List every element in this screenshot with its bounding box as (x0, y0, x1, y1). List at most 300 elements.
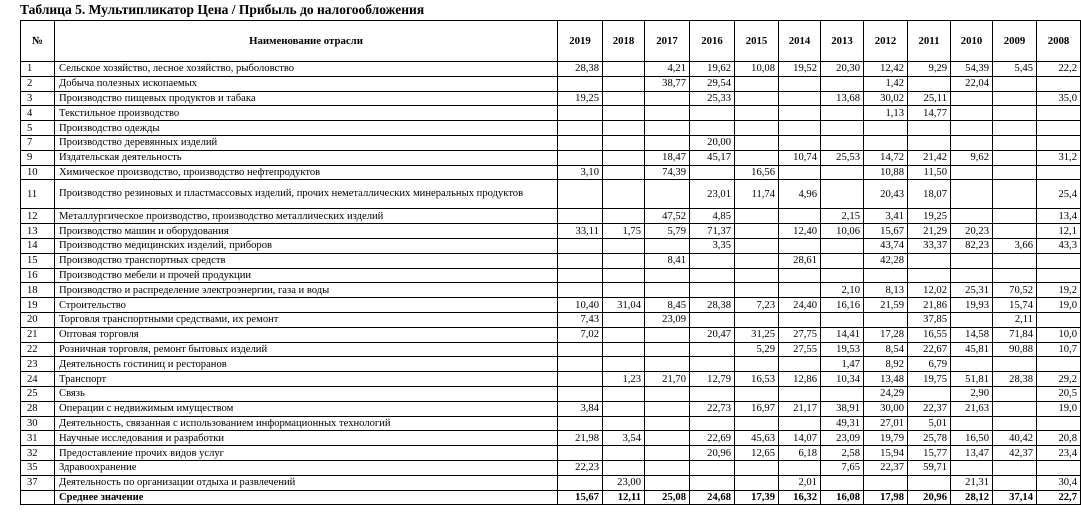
value-cell (558, 135, 603, 150)
value-cell (951, 121, 993, 136)
table-row (21, 209, 1081, 224)
value-cell: 2,90 (951, 386, 993, 401)
value-cell (690, 106, 735, 121)
value-cell (951, 312, 993, 327)
value-cell (993, 253, 1037, 268)
pe-multiplier-table (20, 20, 1081, 505)
value-cell: 24,29 (864, 386, 908, 401)
row-number: 1 (21, 62, 55, 77)
value-cell (603, 416, 645, 431)
value-cell (603, 327, 645, 342)
row-number: 23 (21, 357, 55, 372)
industry-name: Деятельность гостиниц и ресторанов (55, 357, 558, 372)
table-row (21, 342, 1081, 357)
table-row (21, 180, 1081, 209)
value-cell: 42,28 (864, 253, 908, 268)
table-row (21, 372, 1081, 387)
value-cell (735, 283, 779, 298)
value-cell (690, 416, 735, 431)
value-cell: 1,47 (821, 357, 864, 372)
value-cell: 19,79 (864, 431, 908, 446)
value-cell (558, 253, 603, 268)
value-cell: 15,94 (864, 446, 908, 461)
industry-name: Издательская деятельность (55, 150, 558, 165)
value-cell (690, 386, 735, 401)
row-number: 7 (21, 135, 55, 150)
value-cell (821, 165, 864, 180)
value-cell (821, 238, 864, 253)
value-cell: 20,8 (1037, 431, 1081, 446)
value-cell: 33,37 (908, 238, 951, 253)
value-cell (735, 106, 779, 121)
value-cell: 13,48 (864, 372, 908, 387)
value-cell: 19,53 (821, 342, 864, 357)
value-cell (779, 268, 821, 283)
value-cell (779, 135, 821, 150)
value-cell: 27,01 (864, 416, 908, 431)
value-cell: 22,69 (690, 431, 735, 446)
value-cell: 16,55 (908, 327, 951, 342)
value-cell: 15,67 (864, 224, 908, 239)
value-cell (645, 431, 690, 446)
average-value-cell: 16,08 (821, 490, 864, 505)
value-cell (993, 76, 1037, 91)
value-cell (558, 283, 603, 298)
value-cell (993, 357, 1037, 372)
value-cell (603, 91, 645, 106)
value-cell: 59,71 (908, 460, 951, 475)
value-cell (779, 76, 821, 91)
value-cell (735, 76, 779, 91)
value-cell (690, 253, 735, 268)
value-cell: 38,77 (645, 76, 690, 91)
value-cell: 82,23 (951, 238, 993, 253)
value-cell (735, 268, 779, 283)
col-header-2012: 2012 (864, 21, 908, 62)
value-cell (603, 268, 645, 283)
value-cell (735, 121, 779, 136)
value-cell: 10,7 (1037, 342, 1081, 357)
value-cell: 21,59 (864, 298, 908, 313)
value-cell: 20,43 (864, 180, 908, 209)
value-cell (821, 106, 864, 121)
value-cell (558, 268, 603, 283)
value-cell: 18,07 (908, 180, 951, 209)
value-cell (603, 253, 645, 268)
value-cell: 74,39 (645, 165, 690, 180)
value-cell: 10,08 (735, 62, 779, 77)
value-cell (558, 106, 603, 121)
value-cell: 22,2 (1037, 62, 1081, 77)
value-cell (864, 475, 908, 490)
col-header-2010: 2010 (951, 21, 993, 62)
value-cell (779, 238, 821, 253)
value-cell: 25,31 (951, 283, 993, 298)
value-cell (690, 312, 735, 327)
value-cell: 31,04 (603, 298, 645, 313)
industry-name: Металлургическое производство, производство металлических изделий (55, 209, 558, 224)
value-cell: 6,18 (779, 446, 821, 461)
value-cell: 19,75 (908, 372, 951, 387)
value-cell: 30,02 (864, 91, 908, 106)
value-cell: 5,01 (908, 416, 951, 431)
value-cell: 16,50 (951, 431, 993, 446)
industry-name: Предоставление прочих видов услуг (55, 446, 558, 461)
value-cell: 1,75 (603, 224, 645, 239)
value-cell: 24,40 (779, 298, 821, 313)
value-cell: 45,81 (951, 342, 993, 357)
value-cell (779, 357, 821, 372)
table-row (21, 298, 1081, 313)
value-cell (951, 91, 993, 106)
value-cell: 20,5 (1037, 386, 1081, 401)
value-cell: 27,55 (779, 342, 821, 357)
value-cell: 12,42 (864, 62, 908, 77)
row-number: 15 (21, 253, 55, 268)
value-cell (779, 416, 821, 431)
industry-name: Производство транспортных средств (55, 253, 558, 268)
value-cell: 20,23 (951, 224, 993, 239)
row-number: 18 (21, 283, 55, 298)
value-cell (690, 475, 735, 490)
value-cell: 6,79 (908, 357, 951, 372)
value-cell: 20,96 (690, 446, 735, 461)
value-cell (645, 401, 690, 416)
industry-name: Производство мебели и прочей продукции (55, 268, 558, 283)
average-value-cell: 15,67 (558, 490, 603, 505)
value-cell (735, 91, 779, 106)
table-title: Таблица 5. Мультипликатор Цена / Прибыль до налогообложения (20, 2, 425, 17)
value-cell (603, 209, 645, 224)
value-cell: 3,41 (864, 209, 908, 224)
table-row (21, 460, 1081, 475)
value-cell: 17,28 (864, 327, 908, 342)
value-cell (1037, 416, 1081, 431)
value-cell: 10,40 (558, 298, 603, 313)
value-cell: 19,93 (951, 298, 993, 313)
table-row (21, 386, 1081, 401)
value-cell (821, 121, 864, 136)
value-cell: 7,65 (821, 460, 864, 475)
value-cell: 25,78 (908, 431, 951, 446)
value-cell (908, 135, 951, 150)
value-cell: 27,75 (779, 327, 821, 342)
row-number: 24 (21, 372, 55, 387)
row-number: 9 (21, 150, 55, 165)
value-cell (558, 180, 603, 209)
col-header-2011: 2011 (908, 21, 951, 62)
row-number: 12 (21, 209, 55, 224)
value-cell (864, 121, 908, 136)
value-cell: 22,67 (908, 342, 951, 357)
value-cell (779, 312, 821, 327)
table-row (21, 165, 1081, 180)
value-cell: 43,74 (864, 238, 908, 253)
value-cell: 2,15 (821, 209, 864, 224)
value-cell (1037, 357, 1081, 372)
value-cell: 19,0 (1037, 401, 1081, 416)
average-value-cell: 20,96 (908, 490, 951, 505)
average-number (21, 490, 55, 505)
row-number: 28 (21, 401, 55, 416)
value-cell (993, 121, 1037, 136)
value-cell (779, 460, 821, 475)
industry-name: Производство пищевых продуктов и табака (55, 91, 558, 106)
industry-name: Деятельность по организации отдыха и развлечений (55, 475, 558, 490)
average-value-cell: 12,11 (603, 490, 645, 505)
col-header-2009: 2009 (993, 21, 1037, 62)
value-cell (603, 135, 645, 150)
value-cell (603, 150, 645, 165)
value-cell (603, 165, 645, 180)
average-value-cell: 16,32 (779, 490, 821, 505)
value-cell (735, 238, 779, 253)
value-cell (735, 209, 779, 224)
table-row (21, 106, 1081, 121)
value-cell (993, 224, 1037, 239)
value-cell (645, 268, 690, 283)
industry-name: Розничная торговля, ремонт бытовых изделий (55, 342, 558, 357)
row-number: 30 (21, 416, 55, 431)
value-cell: 2,10 (821, 283, 864, 298)
average-label: Среднее значение (55, 490, 558, 505)
value-cell (951, 180, 993, 209)
value-cell: 7,43 (558, 312, 603, 327)
value-cell (993, 180, 1037, 209)
value-cell (951, 209, 993, 224)
row-number: 22 (21, 342, 55, 357)
value-cell (558, 416, 603, 431)
value-cell: 37,85 (908, 312, 951, 327)
value-cell (558, 209, 603, 224)
value-cell: 19,25 (558, 91, 603, 106)
value-cell (1037, 135, 1081, 150)
value-cell: 13,68 (821, 91, 864, 106)
value-cell (558, 121, 603, 136)
value-cell (779, 386, 821, 401)
value-cell: 16,16 (821, 298, 864, 313)
value-cell: 10,74 (779, 150, 821, 165)
value-cell: 20,00 (690, 135, 735, 150)
value-cell (908, 253, 951, 268)
value-cell: 38,91 (821, 401, 864, 416)
industry-name: Оптовая торговля (55, 327, 558, 342)
industry-name: Сельское хозяйство, лесное хозяйство, рыболовство (55, 62, 558, 77)
value-cell: 1,23 (603, 372, 645, 387)
value-cell: 2,11 (993, 312, 1037, 327)
value-cell: 21,86 (908, 298, 951, 313)
col-header-number: № (21, 21, 55, 62)
value-cell: 10,06 (821, 224, 864, 239)
value-cell: 2,01 (779, 475, 821, 490)
value-cell (993, 150, 1037, 165)
value-cell (993, 386, 1037, 401)
value-cell (645, 386, 690, 401)
value-cell: 30,4 (1037, 475, 1081, 490)
value-cell (735, 135, 779, 150)
value-cell (1037, 76, 1081, 91)
row-number: 25 (21, 386, 55, 401)
value-cell: 25,11 (908, 91, 951, 106)
average-value-cell: 25,08 (645, 490, 690, 505)
value-cell: 9,62 (951, 150, 993, 165)
table-row (21, 224, 1081, 239)
value-cell: 16,53 (735, 372, 779, 387)
value-cell (951, 106, 993, 121)
average-row (21, 490, 1081, 505)
table-row (21, 312, 1081, 327)
table-row (21, 357, 1081, 372)
table-row (21, 431, 1081, 446)
value-cell (951, 253, 993, 268)
value-cell: 7,23 (735, 298, 779, 313)
value-cell (1037, 165, 1081, 180)
value-cell: 11,50 (908, 165, 951, 180)
row-number: 4 (21, 106, 55, 121)
value-cell (558, 475, 603, 490)
col-header-2013: 2013 (821, 21, 864, 62)
value-cell: 22,23 (558, 460, 603, 475)
row-number: 11 (21, 180, 55, 209)
industry-name: Производство медицинских изделий, приборов (55, 238, 558, 253)
table-row (21, 150, 1081, 165)
value-cell: 19,0 (1037, 298, 1081, 313)
value-cell: 10,0 (1037, 327, 1081, 342)
value-cell: 15,74 (993, 298, 1037, 313)
value-cell (821, 312, 864, 327)
industry-name: Текстильное производство (55, 106, 558, 121)
value-cell: 3,84 (558, 401, 603, 416)
value-cell (690, 283, 735, 298)
value-cell (603, 401, 645, 416)
value-cell (951, 460, 993, 475)
value-cell (645, 106, 690, 121)
value-cell: 12,86 (779, 372, 821, 387)
value-cell (779, 165, 821, 180)
value-cell (779, 121, 821, 136)
average-value-cell: 37,14 (993, 490, 1037, 505)
value-cell (603, 62, 645, 77)
value-cell (690, 121, 735, 136)
table-row (21, 401, 1081, 416)
value-cell (603, 180, 645, 209)
value-cell: 22,73 (690, 401, 735, 416)
value-cell: 3,66 (993, 238, 1037, 253)
value-cell: 54,39 (951, 62, 993, 77)
value-cell (821, 180, 864, 209)
value-cell: 3,54 (603, 431, 645, 446)
value-cell (645, 91, 690, 106)
value-cell (821, 135, 864, 150)
value-cell (993, 416, 1037, 431)
value-cell (603, 76, 645, 91)
value-cell: 21,42 (908, 150, 951, 165)
value-cell (645, 121, 690, 136)
value-cell (558, 357, 603, 372)
value-cell: 45,17 (690, 150, 735, 165)
value-cell (951, 357, 993, 372)
value-cell: 7,02 (558, 327, 603, 342)
value-cell: 18,47 (645, 150, 690, 165)
value-cell (645, 416, 690, 431)
industry-name: Производство машин и оборудования (55, 224, 558, 239)
value-cell: 35,0 (1037, 91, 1081, 106)
value-cell (908, 268, 951, 283)
value-cell (821, 268, 864, 283)
value-cell: 31,25 (735, 327, 779, 342)
value-cell (603, 238, 645, 253)
value-cell: 71,37 (690, 224, 735, 239)
value-cell (1037, 312, 1081, 327)
col-header-industry: Наименование отрасли (55, 21, 558, 62)
value-cell: 12,79 (690, 372, 735, 387)
value-cell: 28,38 (690, 298, 735, 313)
average-value-cell: 17,98 (864, 490, 908, 505)
industry-name: Химическое производство, производство нефтепродуктов (55, 165, 558, 180)
col-header-2015: 2015 (735, 21, 779, 62)
value-cell (735, 357, 779, 372)
value-cell: 29,54 (690, 76, 735, 91)
industry-name: Торговля транспортными средствами, их ремонт (55, 312, 558, 327)
average-value-cell: 28,12 (951, 490, 993, 505)
row-number: 10 (21, 165, 55, 180)
value-cell: 8,92 (864, 357, 908, 372)
value-cell (951, 268, 993, 283)
value-cell (690, 357, 735, 372)
value-cell: 23,01 (690, 180, 735, 209)
value-cell (779, 209, 821, 224)
value-cell: 30,00 (864, 401, 908, 416)
value-cell (908, 475, 951, 490)
table-row (21, 135, 1081, 150)
value-cell (645, 460, 690, 475)
value-cell: 21,31 (951, 475, 993, 490)
value-cell: 11,74 (735, 180, 779, 209)
value-cell (864, 312, 908, 327)
value-cell (735, 253, 779, 268)
value-cell: 19,62 (690, 62, 735, 77)
value-cell: 20,30 (821, 62, 864, 77)
value-cell: 23,09 (645, 312, 690, 327)
value-cell (558, 150, 603, 165)
value-cell: 10,34 (821, 372, 864, 387)
value-cell (558, 238, 603, 253)
value-cell: 19,25 (908, 209, 951, 224)
value-cell (993, 91, 1037, 106)
row-number: 13 (21, 224, 55, 239)
table-row (21, 446, 1081, 461)
value-cell (735, 475, 779, 490)
value-cell: 14,58 (951, 327, 993, 342)
table-row (21, 91, 1081, 106)
value-cell (951, 135, 993, 150)
value-cell (735, 460, 779, 475)
value-cell (1037, 253, 1081, 268)
value-cell (908, 386, 951, 401)
value-cell: 25,33 (690, 91, 735, 106)
value-cell (735, 224, 779, 239)
value-cell (993, 135, 1037, 150)
value-cell: 16,97 (735, 401, 779, 416)
value-cell (558, 372, 603, 387)
value-cell: 49,31 (821, 416, 864, 431)
value-cell: 42,37 (993, 446, 1037, 461)
value-cell: 21,17 (779, 401, 821, 416)
value-cell (690, 460, 735, 475)
table-row (21, 121, 1081, 136)
industry-name: Производство резиновых и пластмассовых изделий, прочих неметаллических минеральных продуктов (55, 180, 558, 209)
row-number: 31 (21, 431, 55, 446)
